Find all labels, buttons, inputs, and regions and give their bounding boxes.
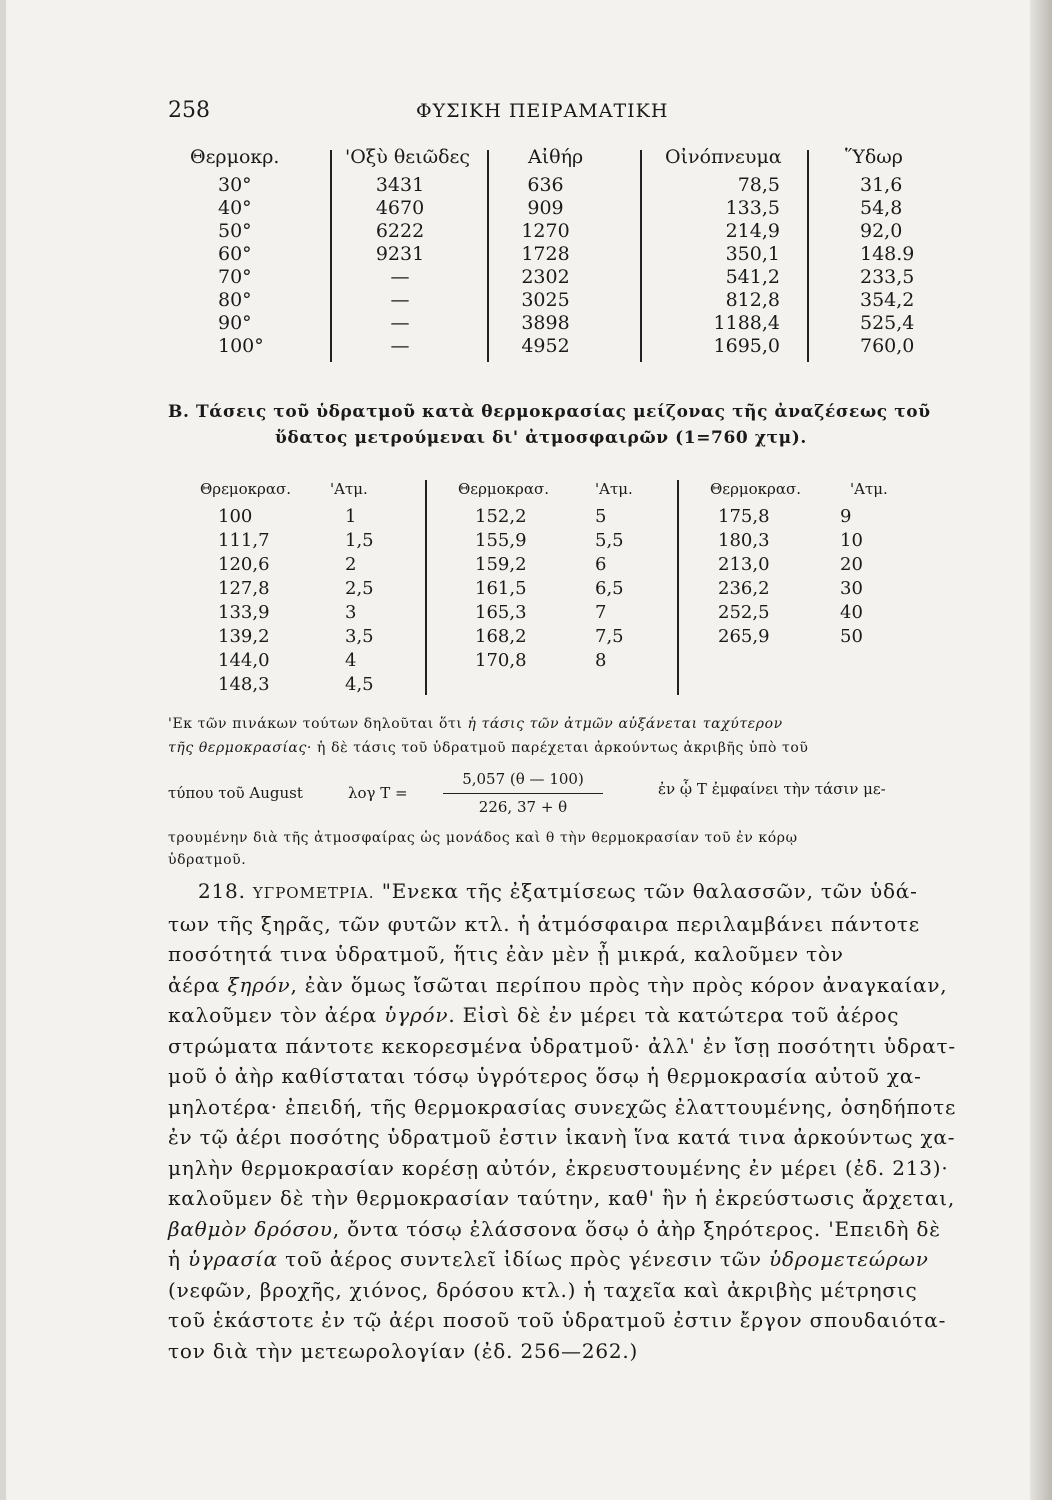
table-cell: 10 [840,530,863,551]
section-heading: ΥΓΡΟΜΕΤΡΙΑ. [252,884,375,902]
table-cell: 155,9 [475,530,527,551]
table-cell: 350,1 [725,243,780,265]
table-cell: 31,6 [860,174,903,196]
note-line: 'Εκ τῶν πινάκων τούτων δηλοῦται ὅτι ἡ τάσις τῶν ἀτμῶν αὐξάνεται ταχύτερον [168,716,783,732]
paragraph-line: ἀέρα ξηρόν, ἐὰν ὅμως ἴσῶται περίπου πρὸς τὴν πρὸς κόρον ἀναγκαίαν, [168,972,948,997]
table-caption-line: B. Τάσεις τοῦ ὑδρατμοῦ κατὰ θερμοκρασίας μείζονας τῆς ἀναζέσεως τοῦ [168,402,931,422]
table-cell: 168,2 [475,626,527,647]
table-cell: — [390,335,410,357]
paragraph-line: ἐν τῷ ἀέρι ποσότης ὑδρατμοῦ ἐστιν ἱκανὴ ἵνα κατά τινα ἀρκούντως χα- [168,1125,956,1149]
note-line: τρουμένην διὰ τῆς ἀτμοσφαίρας ὡς μονάδος καὶ θ τὴν θερμοκρασίαν τοῦ ἐν κόρῳ [168,830,798,846]
table-cell: 1728 [521,243,570,265]
table-cell: 9 [840,506,852,527]
table-rule [640,150,642,362]
table-cell: 1,5 [345,530,374,551]
table-header: 'Ατμ. [330,480,368,498]
table-cell: 180,3 [718,530,770,551]
table-cell: 525,4 [860,312,915,334]
table-cell: 2,5 [345,578,374,599]
table-cell: 78,5 [737,174,780,196]
table-header: Θερμοκρ. [190,146,280,168]
note-line: ὑδρατμοῦ. [168,852,247,868]
table-cell: 2302 [521,266,570,288]
table-cell: 133,9 [218,602,270,623]
table-cell: 6,5 [595,578,624,599]
table-cell: 5,5 [595,530,624,551]
table-header: Θερμοκρασ. [710,480,801,498]
table-cell: 40° [218,197,252,219]
table-cell: — [390,266,410,288]
table-rule [677,480,679,695]
august-formula [168,768,958,828]
table-cell: 30 [840,578,863,599]
table-cell: 3 [345,602,357,623]
table-cell: 90° [218,312,252,334]
table-header: 'Οξὺ θειῶδες [345,146,471,168]
table-header: Ὕδωρ [845,146,903,168]
table-cell: 760,0 [860,335,915,357]
table-header: Θερμοκρασ. [458,480,549,498]
page-edge-right [1030,0,1052,1500]
table-cell: 5 [595,506,607,527]
table-cell: 1 [345,506,357,527]
table-rule [330,150,332,362]
table-cell: 3,5 [345,626,374,647]
table-cell: 148.9 [860,243,915,265]
table-cell: 213,0 [718,554,770,575]
table-cell: 236,2 [718,578,770,599]
table-cell: 30° [218,174,252,196]
paragraph-line: μηλὴν θερμοκρασίαν κορέσῃ αὐτόν, ἐκρευστουμένης ἐν μέρει (ἐδ. 213)· [168,1155,949,1180]
table-cell: 54,8 [860,197,903,219]
table-cell: 161,5 [475,578,527,599]
table-header: Οἰνόπνευμα [665,146,782,168]
paragraph-line: καλοῦμεν δὲ τὴν θερμοκρασίαν ταύτην, καθ' ἣν ἡ ἐκρεύστωσις ἄρχεται, [168,1186,956,1210]
table-cell: 4 [345,650,357,671]
table-cell: 100° [218,335,264,357]
paragraph-line: καλοῦμεν τὸν ἀέρα ὑγρόν. Εἰσὶ δὲ ἐν μέρει τὰ κατώτερα τοῦ ἀέρος [168,1003,900,1027]
table-cell: 50 [840,626,863,647]
table-cell: 170,8 [475,650,527,671]
formula-text: ἐν ᾧ Τ ἐμφαίνει τὴν τάσιν με- [658,780,886,798]
table-cell: 148,3 [218,674,270,695]
running-title: ΦΥΣΙΚΗ ΠΕΙΡΑΜΑΤΙΚΗ [416,100,669,122]
table-cell: 127,8 [218,578,270,599]
table-cell: 139,2 [218,626,270,647]
table-cell: 4,5 [345,674,374,695]
table-cell: 111,7 [218,530,270,551]
denominator: 226, 37 + θ [478,798,568,816]
table-rule [807,150,809,362]
paragraph-line: ποσότητά τινα ὑδρατμοῦ, ἥτις ἐὰν μὲν ᾖ μικρά, καλοῦμεν τὸν [168,942,844,966]
table-cell: 3025 [521,289,570,311]
paragraph-line: (νεφῶν, βροχῆς, χιόνος, δρόσου κτλ.) ἡ ταχεῖα καὶ ἀκριβὴς μέτρησις [168,1277,918,1302]
table-header: Θρεμοκρασ. [200,480,291,498]
table-cell: 20 [840,554,863,575]
table-cell: 9231 [375,243,425,265]
table-cell: 165,3 [475,602,527,623]
table-cell: 1270 [521,220,570,242]
formula-text: λογ Τ = [348,784,408,802]
table-cell: — [390,289,410,311]
table-cell: 100 [218,506,253,527]
hygrometry-paragraph [168,876,957,1366]
paragraph-line: μοῦ ὁ ἀὴρ καθίσταται τόσῳ ὑγρότερος ὅσῳ ἡ θερμοκρασία αὐτοῦ χα- [168,1064,922,1088]
table-cell: 636 [527,174,564,196]
table-cell: 60° [218,243,252,265]
page-edge-left [0,0,6,1500]
table-cell: 159,2 [475,554,527,575]
table-caption-line: ὕδατος μετρούμεναι δι' ἀτμοσφαιρῶν (1=760 χτμ). [275,428,807,448]
page-number: 258 [168,98,210,123]
table-cell: 40 [840,602,863,623]
note-line: τῆς θερμοκρασίας· ἡ δὲ τάσις τοῦ ὑδρατμοῦ παρέχεται ἀρκούντως ἀκριβῆς ὑπὸ τοῦ [168,740,809,756]
table-cell: 909 [527,197,564,219]
table-cell: 265,9 [718,626,770,647]
table-cell: 3431 [375,174,425,196]
table-cell: 1188,4 [713,312,780,334]
table-cell: 354,2 [860,289,915,311]
table-cell: 144,0 [218,650,270,671]
table-cell: 233,5 [860,266,915,288]
paragraph-line: τον διὰ τὴν μετεωρολογίαν (ἐδ. 256—262.) [168,1338,639,1363]
table-cell: 4670 [375,197,425,219]
table-cell: 120,6 [218,554,270,575]
table-header: 'Ατμ. [850,480,888,498]
paragraph-line: τοῦ ἑκάστοτε ἐν τῷ ἀέρι ποσοῦ τοῦ ὑδρατμοῦ ἐστιν ἔργον σπουδαιότα- [168,1308,947,1332]
table-cell: 80° [218,289,252,311]
table-rule [487,150,489,362]
numerator: 5,057 (θ — 100) [462,770,584,788]
table-cell: 7 [595,602,607,623]
table-header: 'Ατμ. [595,480,633,498]
table-cell: 3898 [521,312,570,334]
table-rule [425,480,427,695]
table-cell: 4952 [521,335,570,357]
paragraph-line: ἡ ὑγρασία τοῦ ἀέρος συντελεῖ ἰδίως πρὸς γένεσιν τῶν ὑδρομετεώρων [168,1247,929,1271]
paragraph-line: μηλοτέρα· ἐπειδή, τῆς θερμοκρασίας συνεχῶς ἐλαττουμένης, ὁσηδήποτε [168,1094,957,1119]
formula-text: τύπου τοῦ August [168,784,303,802]
paragraph-line: στρώματα πάντοτε κεκορεσμένα ὑδρατμοῦ· ἀλλ' ἐν ἴσῃ ποσότητι ὑδρατ- [168,1033,956,1058]
table-cell: 252,5 [718,602,770,623]
table-cell: 2 [345,554,357,575]
table-cell: 812,8 [725,289,780,311]
fraction-bar [443,793,603,794]
paragraph-line: βαθμὸν δρόσου, ὄντα τόσῳ ἐλάσσονα ὅσῳ ὁ ἀὴρ ξηρότερος. 'Επειδὴ δὲ [168,1216,941,1241]
table-cell: 6 [595,554,607,575]
table-cell: 8 [595,650,607,671]
table-cell: 214,9 [725,220,780,242]
table-cell: 152,2 [475,506,527,527]
table-cell: 175,8 [718,506,770,527]
page-header [168,98,948,128]
table-cell: 92,0 [860,220,903,242]
table-cell: — [390,312,410,334]
table-header: Αἰθήρ [528,146,584,168]
table-cell: 1695,0 [713,335,780,357]
paragraph-line: 218. ΥΓΡΟΜΕΤΡΙΑ. "Ενεκα τῆς ἐξατμίσεως τῶν θαλασσῶν, τῶν ὑδά- [198,879,918,903]
table-cell: 50° [218,220,252,242]
table-cell: 70° [218,266,252,288]
table-cell: 7,5 [595,626,624,647]
table-cell: 6222 [375,220,425,242]
paragraph-line: των τῆς ξηρᾶς, τῶν φυτῶν κτλ. ἡ ἀτμόσφαιρα περιλαμβάνει πάντοτε [168,911,920,936]
table-cell: 541,2 [725,266,780,288]
table-cell: 133,5 [725,197,780,219]
